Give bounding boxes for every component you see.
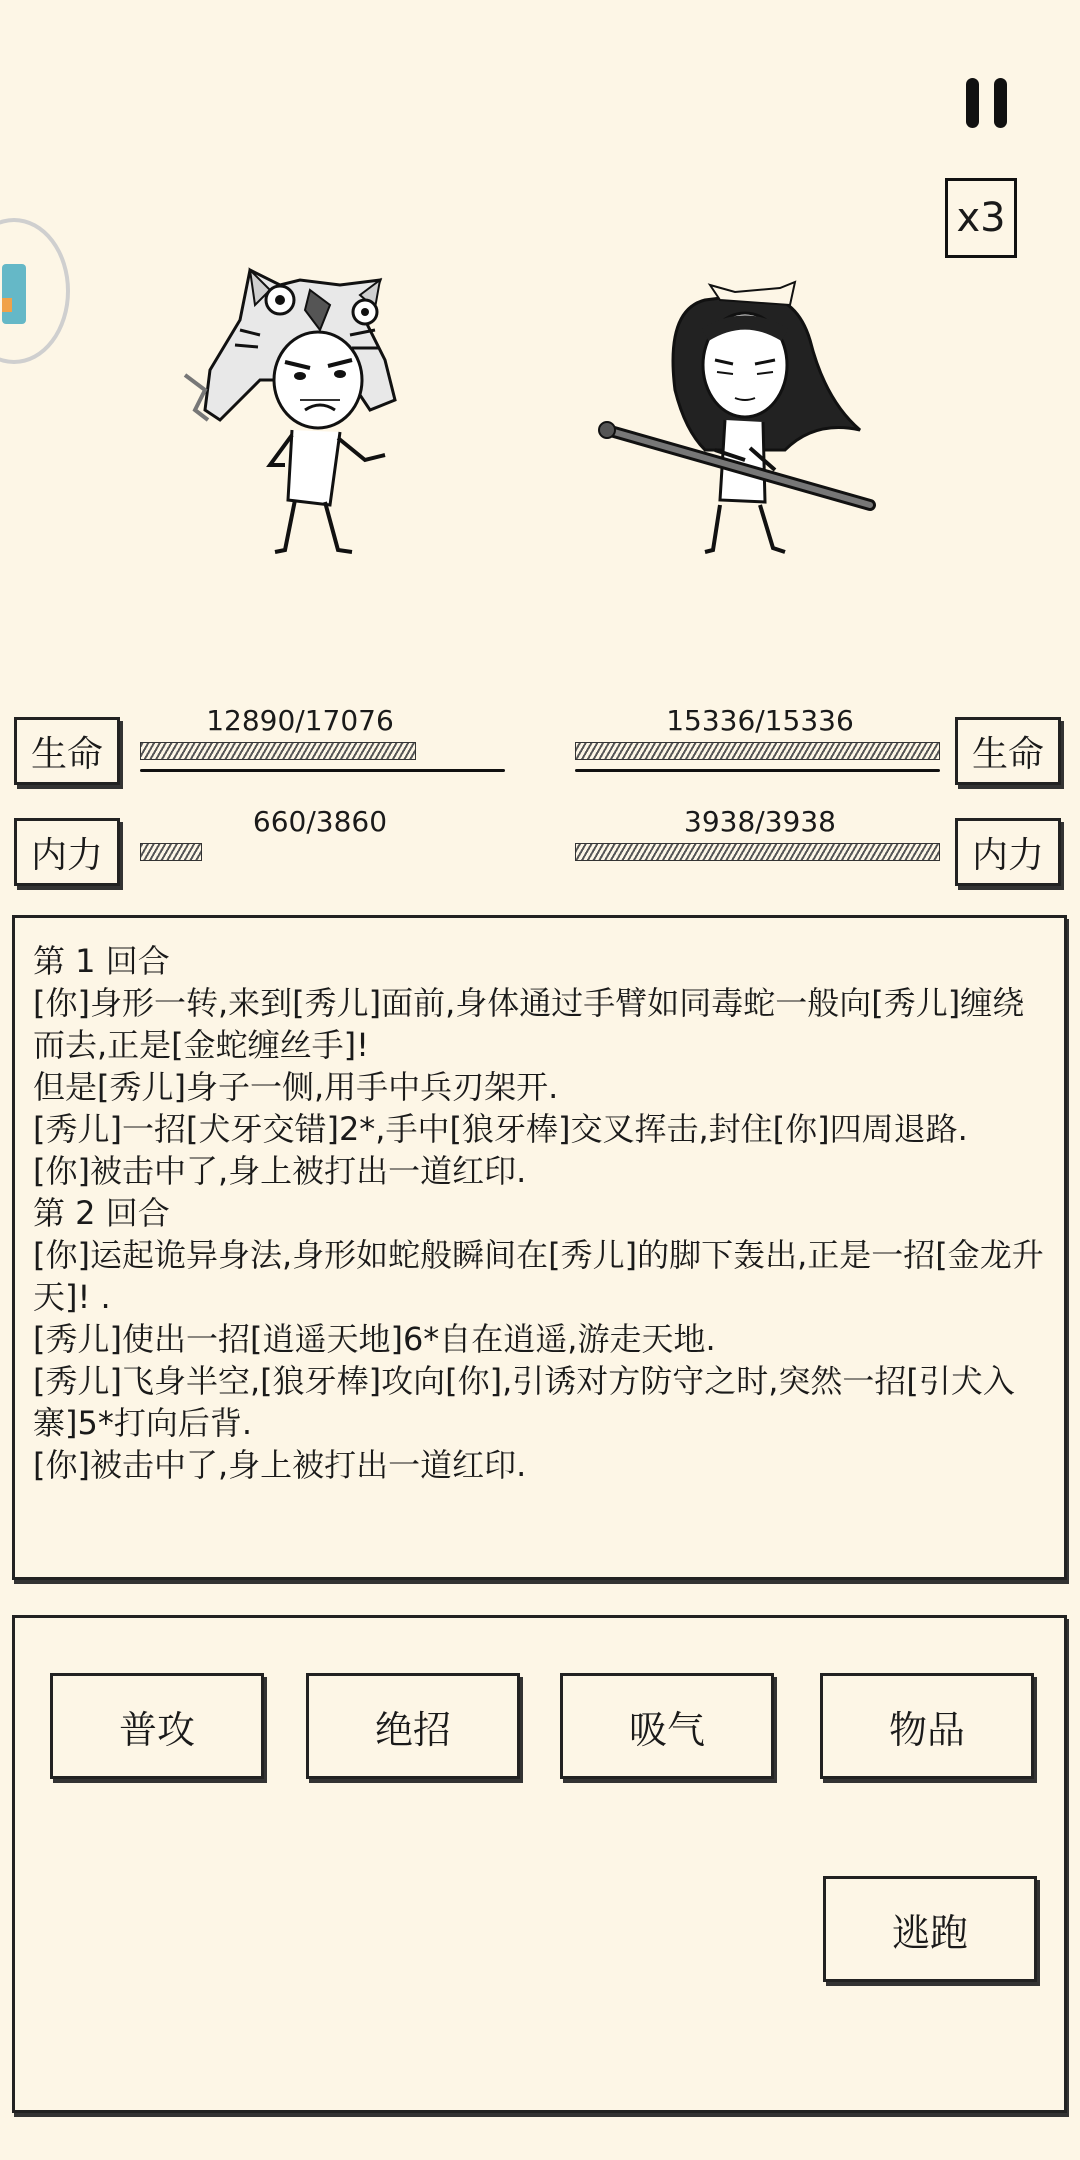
battle-log[interactable] — [12, 915, 1067, 1580]
pause-icon — [966, 78, 979, 128]
player-mp-bar — [140, 843, 202, 861]
log-line: 第 2 回合 — [33, 1194, 170, 1232]
items-button[interactable]: 物品 — [820, 1673, 1034, 1779]
log-line: 但是[秀儿]身子一侧,用手中兵刃架开. — [33, 1068, 559, 1106]
log-line: [秀儿]使出一招[逍遥天地]6*自在逍遥,游走天地. — [33, 1320, 716, 1358]
log-line: [你]运起诡异身法,身形如蛇般瞬间在[秀儿]的脚下轰出,正是一招[金龙升天]! . — [33, 1236, 1044, 1316]
enemy-mp-bar — [575, 843, 940, 861]
attack-button[interactable]: 普攻 — [50, 1673, 264, 1779]
flee-button[interactable]: 逃跑 — [823, 1876, 1037, 1982]
log-line: [你]被击中了,身上被打出一道红印. — [33, 1152, 527, 1190]
enemy-hp-value: 15336/15336 — [666, 704, 854, 737]
log-line: [你]被击中了,身上被打出一道红印. — [33, 1446, 527, 1484]
ultimate-button[interactable]: 绝招 — [306, 1673, 520, 1779]
enemy-character — [595, 280, 895, 570]
player-hp-bar — [140, 742, 416, 760]
player-mp-value: 660/3860 — [252, 805, 388, 838]
enemy-hp-bar — [575, 742, 940, 760]
enemy-mp-value: 3938/3938 — [684, 805, 836, 838]
enemy-hp-label: 生命 — [955, 717, 1061, 785]
player-hp-value: 12890/17076 — [206, 704, 394, 737]
player-character — [180, 250, 420, 570]
breathe-button[interactable]: 吸气 — [560, 1673, 774, 1779]
enemy-mp-label: 内力 — [955, 818, 1061, 886]
speed-toggle-button[interactable]: x3 — [945, 178, 1017, 258]
log-line: 第 1 回合 — [33, 942, 170, 980]
action-panel — [12, 1615, 1067, 2113]
floating-app-icon[interactable] — [0, 218, 70, 364]
pause-button[interactable] — [966, 78, 1012, 128]
log-line: [秀儿]飞身半空,[狼牙棒]攻向[你],引诱对方防守之时,突然一招[引犬入寨]5*打向后背. — [33, 1362, 1015, 1442]
player-hp-label: 生命 — [14, 717, 120, 785]
log-line: [你]身形一转,来到[秀儿]面前,身体通过手臂如同毒蛇一般向[秀儿]缠绕而去,正是[金蛇缠丝手]! — [33, 984, 1025, 1064]
log-line: [秀儿]一招[犬牙交错]2*,手中[狼牙棒]交叉挥击,封住[你]四周退路. — [33, 1110, 968, 1148]
player-mp-label: 内力 — [14, 818, 120, 886]
